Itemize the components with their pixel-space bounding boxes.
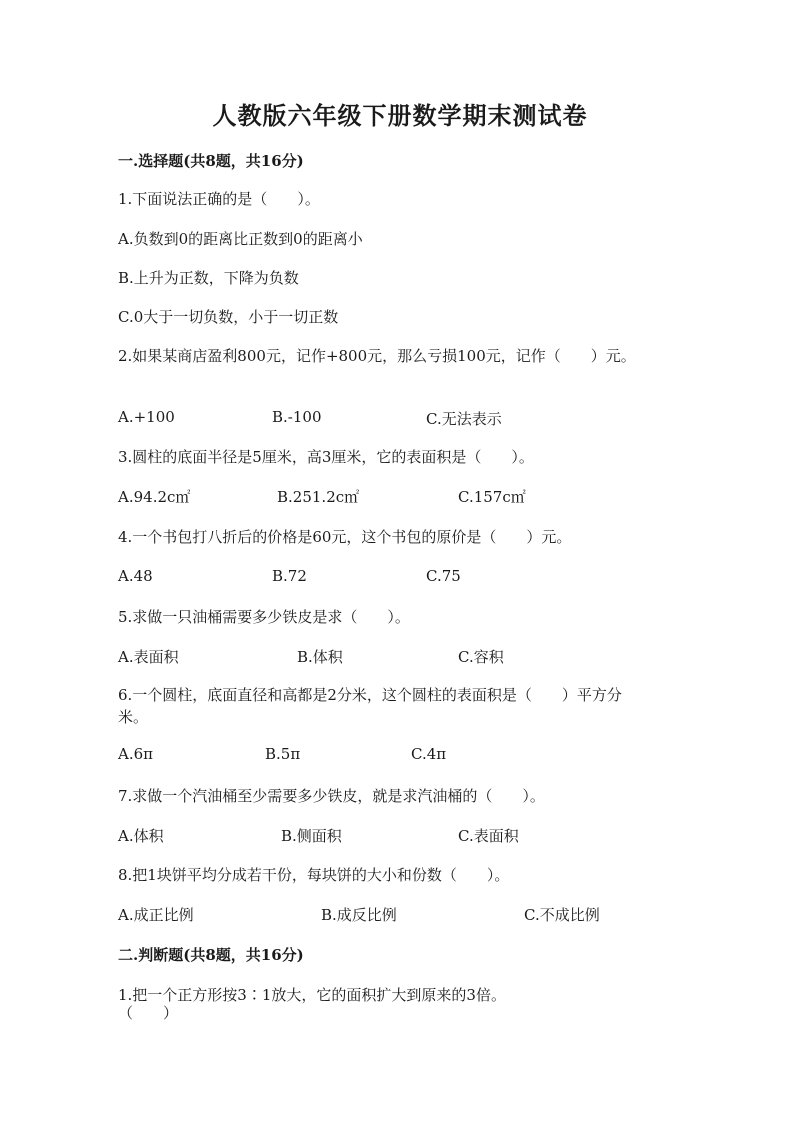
option-a: A.94.2c㎡ xyxy=(118,488,191,506)
option-a: A.成正比例 xyxy=(118,906,194,924)
option-b: B.体积 xyxy=(297,648,343,666)
option-b: B.72 xyxy=(272,567,307,585)
question-stem: 5.求做一只油桶需要多少铁皮是求（ ）。 xyxy=(118,608,410,626)
option-b: B.-100 xyxy=(272,408,322,426)
page-title: 人教版六年级下册数学期末测试卷 xyxy=(212,101,588,130)
option-b: B.上升为正数，下降为负数 xyxy=(118,269,299,287)
option-b: B.5π xyxy=(265,745,301,763)
option-a: A.6π xyxy=(118,745,154,763)
section-heading-judgment: 二.判断题(共8题，共16分) xyxy=(118,946,304,964)
question-stem-line2: 米。 xyxy=(118,708,149,726)
option-a: A.+100 xyxy=(118,408,175,426)
option-c: C.157c㎡ xyxy=(458,488,526,506)
question-stem-line1: 1.把一个正方形按3∶1放大，它的面积扩大到原来的3倍。 xyxy=(118,986,506,1004)
option-c: C.0大于一切负数，小于一切正数 xyxy=(118,308,339,326)
option-a: A.负数到0的距离比正数到0的距离小 xyxy=(118,230,363,248)
question-stem: 3.圆柱的底面半径是5厘米，高3厘米，它的表面积是（ ）。 xyxy=(118,448,534,466)
option-c: C.4π xyxy=(411,745,447,763)
option-a: A.48 xyxy=(118,567,153,585)
option-c: C.表面积 xyxy=(458,827,519,845)
option-c: C.无法表示 xyxy=(426,410,502,428)
option-c: C.75 xyxy=(426,567,461,585)
question-stem: 8.把1块饼平均分成若干份，每块饼的大小和份数（ ）。 xyxy=(118,866,510,884)
question-stem-line1: 6.一个圆柱，底面直径和高都是2分米，这个圆柱的表面积是（ ）平方分 xyxy=(118,686,622,704)
answer-blank: （ ） xyxy=(118,1004,179,1022)
option-a: A.表面积 xyxy=(118,648,179,666)
option-a: A.体积 xyxy=(118,827,164,845)
option-b: B.251.2c㎡ xyxy=(277,488,360,506)
option-b: B.成反比例 xyxy=(321,906,397,924)
question-stem: 2.如果某商店盈利800元，记作+800元，那么亏损100元，记作（ ）元。 xyxy=(118,347,636,365)
option-c: C.不成比例 xyxy=(524,906,600,924)
question-stem: 4.一个书包打八折后的价格是60元，这个书包的原价是（ ）元。 xyxy=(118,528,572,546)
section-heading-choice: 一.选择题(共8题，共16分) xyxy=(118,152,304,170)
option-c: C.容积 xyxy=(458,648,504,666)
question-stem: 7.求做一个汽油桶至少需要多少铁皮，就是求汽油桶的（ ）。 xyxy=(118,787,545,805)
question-stem: 1.下面说法正确的是（ ）。 xyxy=(118,190,320,208)
option-b: B.侧面积 xyxy=(281,827,342,845)
